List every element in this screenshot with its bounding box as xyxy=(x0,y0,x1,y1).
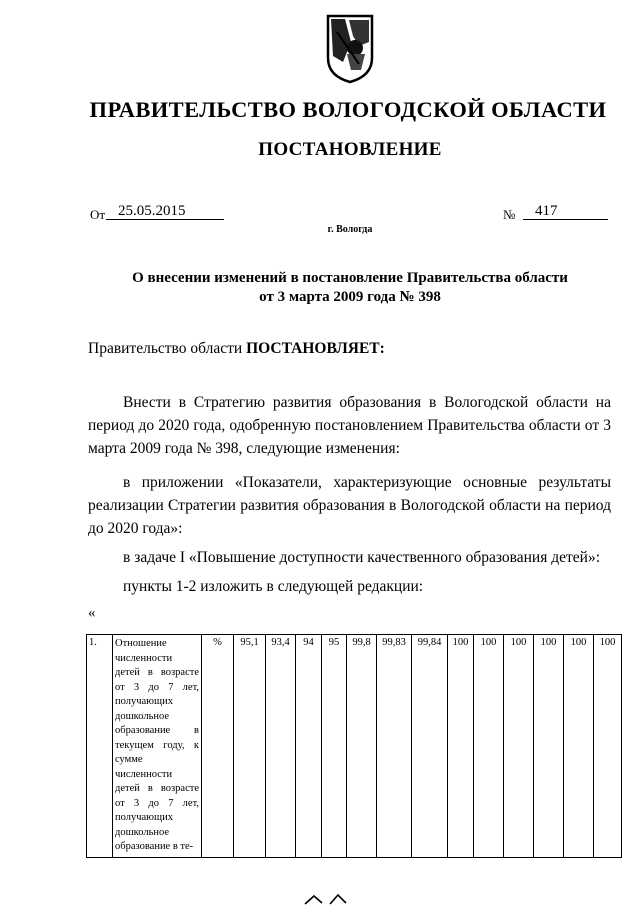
government-title: ПРАВИТЕЛЬСТВО ВОЛОГОДСКОЙ ОБЛАСТИ xyxy=(89,97,607,122)
paragraph-1: Внести в Стратегию развития образования в Вологодской области на период до 2020 года, одобренную постановлением Правительства области от 3 марта 2009 года № 398, следующие изменения: xyxy=(88,394,611,457)
indicators-table xyxy=(86,634,622,858)
date-label: От xyxy=(90,207,106,222)
value-cell: 100 xyxy=(534,635,564,858)
value-cell: 95,1 xyxy=(234,635,266,858)
value-cell: 100 xyxy=(564,635,594,858)
value-cell: 99,8 xyxy=(347,635,377,858)
subject-line-2: от 3 марта 2009 года № 398 xyxy=(259,289,441,305)
indicator-description: Отношение численности детей в возрасте от 3 до 7 лет, получающих дошкольное образование в текущем году, к сумме численности детей в возрасте от 3 до 7 лет, получающих дошкольное образование в те- xyxy=(113,635,202,858)
resolve-keyword: ПОСТАНОВЛЯЕТ: xyxy=(246,340,385,357)
page-footer-mark xyxy=(300,893,350,905)
value-cell: 100 xyxy=(504,635,534,858)
city-name: г. Вологда xyxy=(327,224,373,235)
value-cell: 95 xyxy=(322,635,347,858)
document-date: 25.05.2015 xyxy=(106,203,224,220)
unit-cell: % xyxy=(202,635,234,858)
coat-of-arms-emblem xyxy=(325,12,375,84)
number-label: № xyxy=(503,207,516,222)
value-cell: 99,84 xyxy=(412,635,448,858)
document-subject xyxy=(100,269,600,307)
subject-line-1: О внесении изменений в постановление Правительства области xyxy=(132,270,568,286)
paragraph-3: в задаче I «Повышение доступности качественного образования детей»: xyxy=(123,549,601,566)
value-cell: 99,83 xyxy=(377,635,412,858)
paragraph-2: в приложении «Показатели, характеризующие основные результаты реализации Стратегии развития образования в Вологодской области на период до 2020 года»: xyxy=(88,474,611,537)
value-cell: 100 xyxy=(594,635,622,858)
value-cell: 94 xyxy=(296,635,322,858)
resolve-statement xyxy=(88,340,385,358)
table-row xyxy=(87,635,622,858)
value-cell: 100 xyxy=(448,635,474,858)
resolve-prefix: Правительство области xyxy=(88,340,247,357)
row-number: 1. xyxy=(87,635,113,858)
paragraph-4: пункты 1-2 изложить в следующей редакции: xyxy=(123,578,424,595)
document-number: 417 xyxy=(523,203,608,220)
value-cell: 93,4 xyxy=(266,635,296,858)
value-cell: 100 xyxy=(474,635,504,858)
opening-quote: « xyxy=(88,605,96,621)
document-type: ПОСТАНОВЛЕНИЕ xyxy=(258,139,442,160)
